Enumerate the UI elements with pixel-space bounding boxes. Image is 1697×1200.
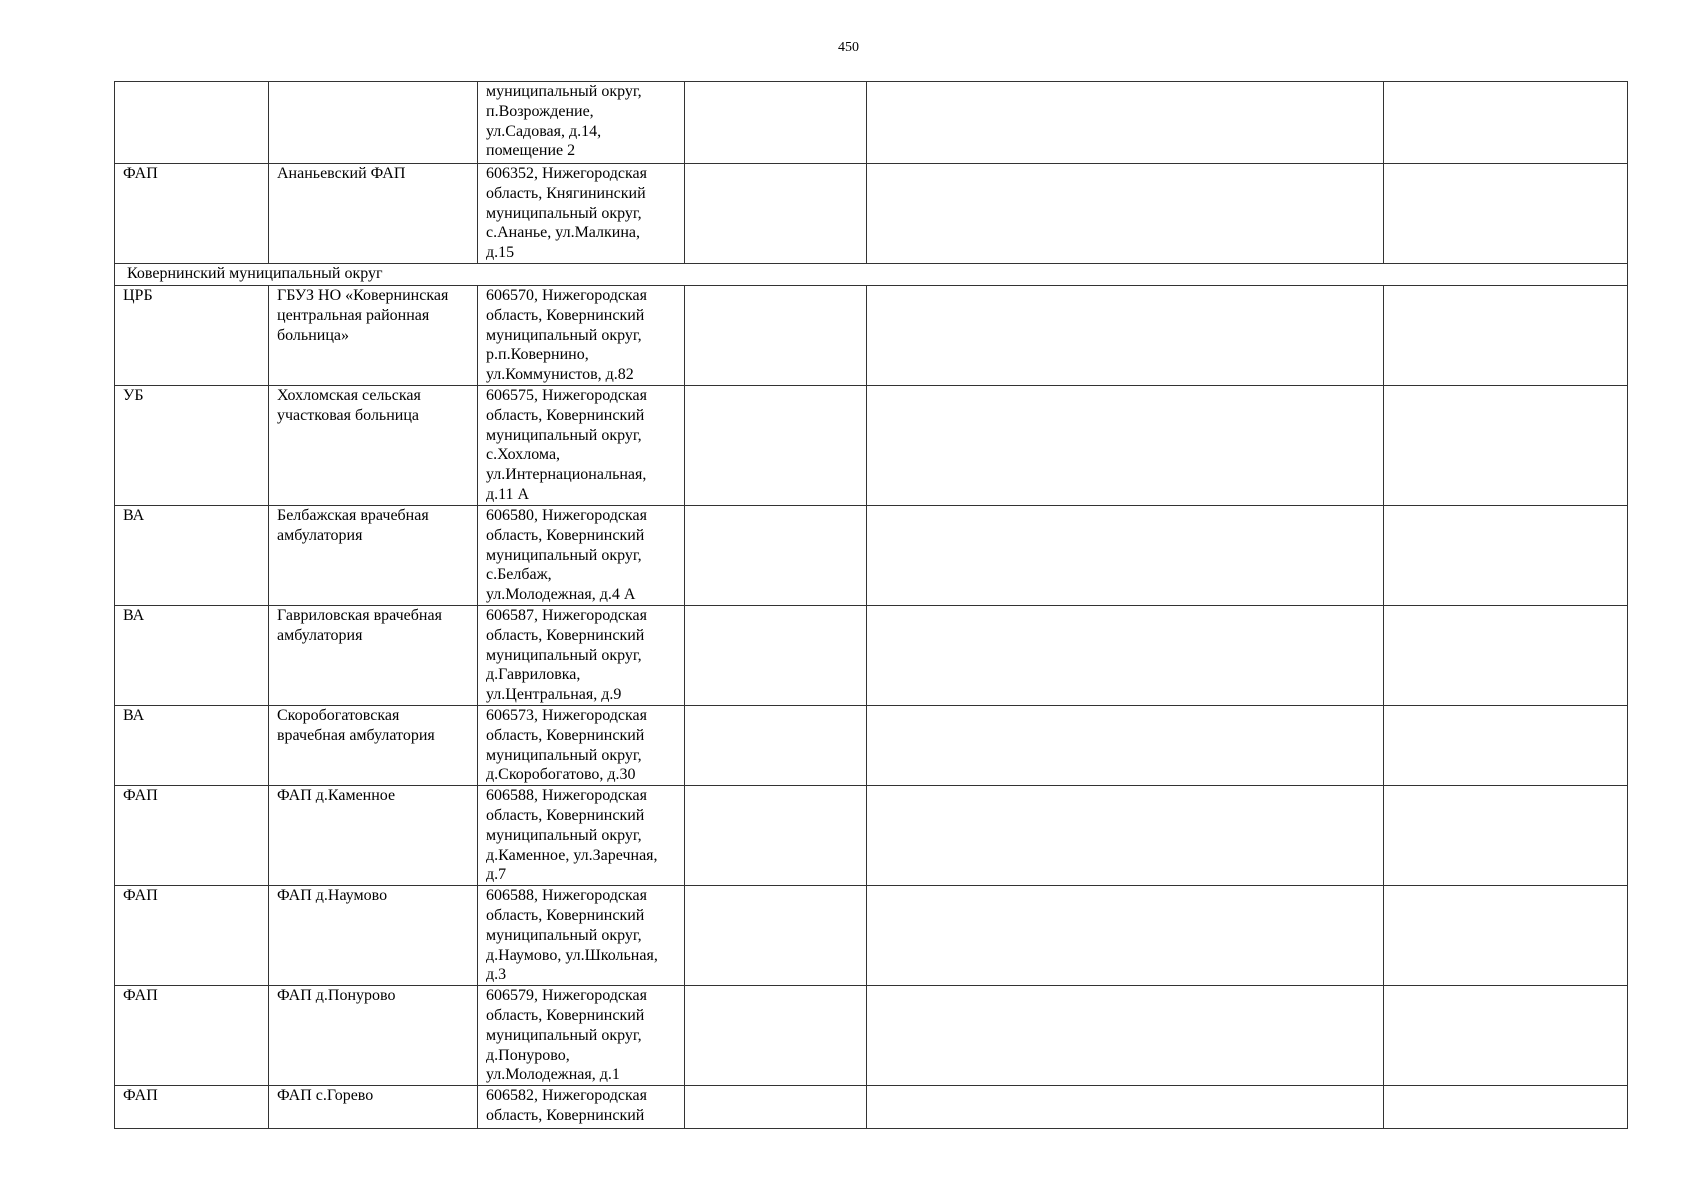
table-row — [115, 82, 1628, 164]
table-row — [115, 986, 1628, 1086]
facility-address-line: 606575, Нижегородская — [486, 387, 647, 404]
facility-type-cell: ВА — [115, 606, 269, 706]
facility-name-line: Хохломская сельская — [277, 387, 421, 404]
facility-name-line: ФАП д.Каменное — [277, 787, 396, 805]
facility-address-line: 606588, Нижегородская — [486, 887, 647, 905]
table-body — [115, 82, 1628, 1129]
facility-name-line: врачебная амбулатория — [277, 726, 435, 744]
facility-type-cell — [115, 82, 269, 164]
facility-name-line: амбулатория — [277, 526, 363, 544]
empty-cell — [1384, 886, 1628, 986]
facility-address-line: ул.Интернациональная, — [486, 466, 647, 484]
facility-address-line: муниципальный округ, — [486, 826, 642, 844]
facility-address-cell — [478, 506, 685, 606]
facility-address-line: муниципальный округ, — [486, 746, 642, 764]
empty-cell — [685, 786, 867, 886]
facility-name-cell — [269, 164, 478, 264]
empty-cell — [685, 286, 867, 386]
empty-cell — [1384, 164, 1628, 264]
facility-address-line: область, Ковернинский — [486, 1106, 645, 1124]
facility-name-cell — [269, 786, 478, 886]
facility-name-cell — [269, 506, 478, 606]
empty-cell — [685, 386, 867, 506]
facility-name-line: центральная районная — [277, 306, 430, 324]
facility-address-line: муниципальный округ, — [486, 926, 642, 944]
facility-address-cell — [478, 606, 685, 706]
facility-address-cell — [478, 986, 685, 1086]
table-row — [115, 606, 1628, 706]
facility-name-line: Ананьевский ФАП — [277, 165, 406, 182]
table-row — [115, 706, 1628, 786]
empty-cell — [685, 886, 867, 986]
empty-cell — [867, 164, 1384, 264]
table-row — [115, 1086, 1628, 1129]
facility-name-line: Скоробогатовская — [277, 707, 400, 724]
facility-address-line: область, Ковернинский — [486, 1006, 645, 1024]
table-row — [115, 386, 1628, 506]
facility-address-cell — [478, 386, 685, 506]
empty-cell — [685, 82, 867, 164]
facility-address-line: 606352, Нижегородская — [486, 165, 647, 182]
facility-type-cell: УБ — [115, 386, 269, 506]
facility-name-cell — [269, 1086, 478, 1129]
facility-name-cell — [269, 706, 478, 786]
empty-cell — [867, 886, 1384, 986]
facility-address-line: 606588, Нижегородская — [486, 787, 647, 805]
facility-address-line: 606570, Нижегородская — [486, 287, 647, 304]
empty-cell — [685, 1086, 867, 1129]
table-row — [115, 286, 1628, 386]
facility-type-cell: ФАП — [115, 886, 269, 986]
empty-cell — [685, 506, 867, 606]
facility-address-cell — [478, 82, 685, 164]
facility-address-cell — [478, 286, 685, 386]
empty-cell — [867, 706, 1384, 786]
facility-type-cell: ФАП — [115, 986, 269, 1086]
facility-type-cell: ВА — [115, 506, 269, 606]
facilities-table — [114, 81, 1628, 1129]
table-row — [115, 786, 1628, 886]
facility-address-line: помещение 2 — [486, 142, 576, 160]
facility-address-line: д.Понурово, — [486, 1046, 570, 1064]
facility-name-line: Гавриловская врачебная — [277, 607, 442, 624]
facility-address-line: область, Ковернинский — [486, 726, 645, 744]
facility-name-line: амбулатория — [277, 626, 363, 644]
facility-name-line: ФАП д.Наумово — [277, 887, 388, 905]
empty-cell — [867, 82, 1384, 164]
facility-address-line: область, Ковернинский — [486, 626, 645, 644]
facility-name-cell — [269, 886, 478, 986]
facility-name-line: участковая больница — [277, 406, 420, 424]
facility-name-cell — [269, 386, 478, 506]
facility-name-line: Белбажская врачебная — [277, 507, 429, 524]
facility-address-line: муниципальный округ, — [486, 546, 642, 564]
facility-address-line: область, Ковернинский — [486, 406, 645, 424]
facility-address-line: муниципальный округ, — [486, 646, 642, 664]
facility-address-line: муниципальный округ, — [486, 83, 642, 100]
facility-name-line: больница» — [277, 326, 349, 344]
section-row — [115, 264, 1628, 286]
empty-cell — [685, 606, 867, 706]
facility-address-cell — [478, 1086, 685, 1129]
facility-address-line: область, Ковернинский — [486, 526, 645, 544]
facility-address-line: ул.Центральная, д.9 — [486, 686, 622, 704]
facility-address-cell — [478, 886, 685, 986]
facility-address-line: ул.Садовая, д.14, — [486, 122, 602, 140]
facility-address-line: область, Ковернинский — [486, 806, 645, 824]
facility-address-line: с.Ананье, ул.Малкина, — [486, 224, 641, 242]
empty-cell — [1384, 606, 1628, 706]
facility-address-line: д.15 — [486, 244, 515, 262]
facility-address-line: 606582, Нижегородская — [486, 1087, 647, 1105]
facility-address-line: ул.Коммунистов, д.82 — [486, 366, 634, 384]
facility-name-cell — [269, 82, 478, 164]
empty-cell — [867, 1086, 1384, 1129]
facility-type-cell: ЦРБ — [115, 286, 269, 386]
facility-address-cell — [478, 786, 685, 886]
facility-address-line: ул.Молодежная, д.4 А — [486, 586, 636, 604]
empty-cell — [867, 286, 1384, 386]
empty-cell — [1384, 82, 1628, 164]
empty-cell — [1384, 506, 1628, 606]
facility-address-line: муниципальный округ, — [486, 1026, 642, 1044]
empty-cell — [867, 386, 1384, 506]
facility-address-line: муниципальный округ, — [486, 426, 642, 444]
facility-address-line: 606587, Нижегородская — [486, 607, 647, 624]
empty-cell — [685, 164, 867, 264]
empty-cell — [1384, 706, 1628, 786]
facility-type-cell: ФАП — [115, 1086, 269, 1129]
empty-cell — [1384, 986, 1628, 1086]
empty-cell — [685, 986, 867, 1086]
facility-address-line: с.Хохлома, — [486, 446, 561, 464]
empty-cell — [1384, 286, 1628, 386]
facility-name-line: ФАП д.Понурово — [277, 987, 396, 1005]
empty-cell — [867, 786, 1384, 886]
facility-address-line: р.п.Ковернино, — [486, 346, 589, 364]
facility-address-line: д.Скоробогатово, д.30 — [486, 766, 636, 784]
facility-address-line: д.Наумово, ул.Школьная, — [486, 946, 658, 964]
facility-address-line: с.Белбаж, — [486, 566, 552, 584]
facility-name-line: ГБУЗ НО «Ковернинская — [277, 287, 449, 304]
facility-address-line: область, Княгининский — [486, 184, 646, 202]
table-row — [115, 886, 1628, 986]
facility-address-line: д.11 А — [486, 485, 530, 503]
facility-address-line: муниципальный округ, — [486, 204, 642, 222]
facility-address-line: д.Гавриловка, — [486, 666, 581, 684]
empty-cell — [685, 706, 867, 786]
table-row — [115, 164, 1628, 264]
facility-address-cell — [478, 164, 685, 264]
facility-address-line: 606579, Нижегородская — [486, 987, 647, 1005]
empty-cell — [867, 986, 1384, 1086]
empty-cell — [1384, 1086, 1628, 1129]
facility-address-line: муниципальный округ, — [486, 326, 642, 344]
facility-name-line: ФАП с.Горево — [277, 1087, 374, 1105]
table-row — [115, 506, 1628, 606]
facility-address-line: область, Ковернинский — [486, 306, 645, 324]
facility-address-cell — [478, 706, 685, 786]
facility-address-line: область, Ковернинский — [486, 906, 645, 924]
facility-address-line: д.Каменное, ул.Заречная, — [486, 846, 658, 864]
page-number: 450 — [838, 40, 859, 55]
facility-name-cell — [269, 606, 478, 706]
empty-cell — [867, 506, 1384, 606]
facility-address-line: д.3 — [486, 966, 507, 984]
facility-address-line: д.7 — [486, 866, 507, 884]
facility-type-cell: ФАП — [115, 164, 269, 264]
facility-address-line: 606573, Нижегородская — [486, 707, 647, 724]
facility-type-cell: ФАП — [115, 786, 269, 886]
section-title: Ковернинский муниципальный округ — [115, 264, 1628, 286]
empty-cell — [1384, 386, 1628, 506]
facility-name-cell — [269, 986, 478, 1086]
facility-name-cell — [269, 286, 478, 386]
facility-address-line: п.Возрождение, — [486, 102, 594, 120]
facility-type-cell: ВА — [115, 706, 269, 786]
empty-cell — [1384, 786, 1628, 886]
facility-address-line: 606580, Нижегородская — [486, 507, 647, 524]
facility-address-line: ул.Молодежная, д.1 — [486, 1066, 620, 1084]
empty-cell — [867, 606, 1384, 706]
